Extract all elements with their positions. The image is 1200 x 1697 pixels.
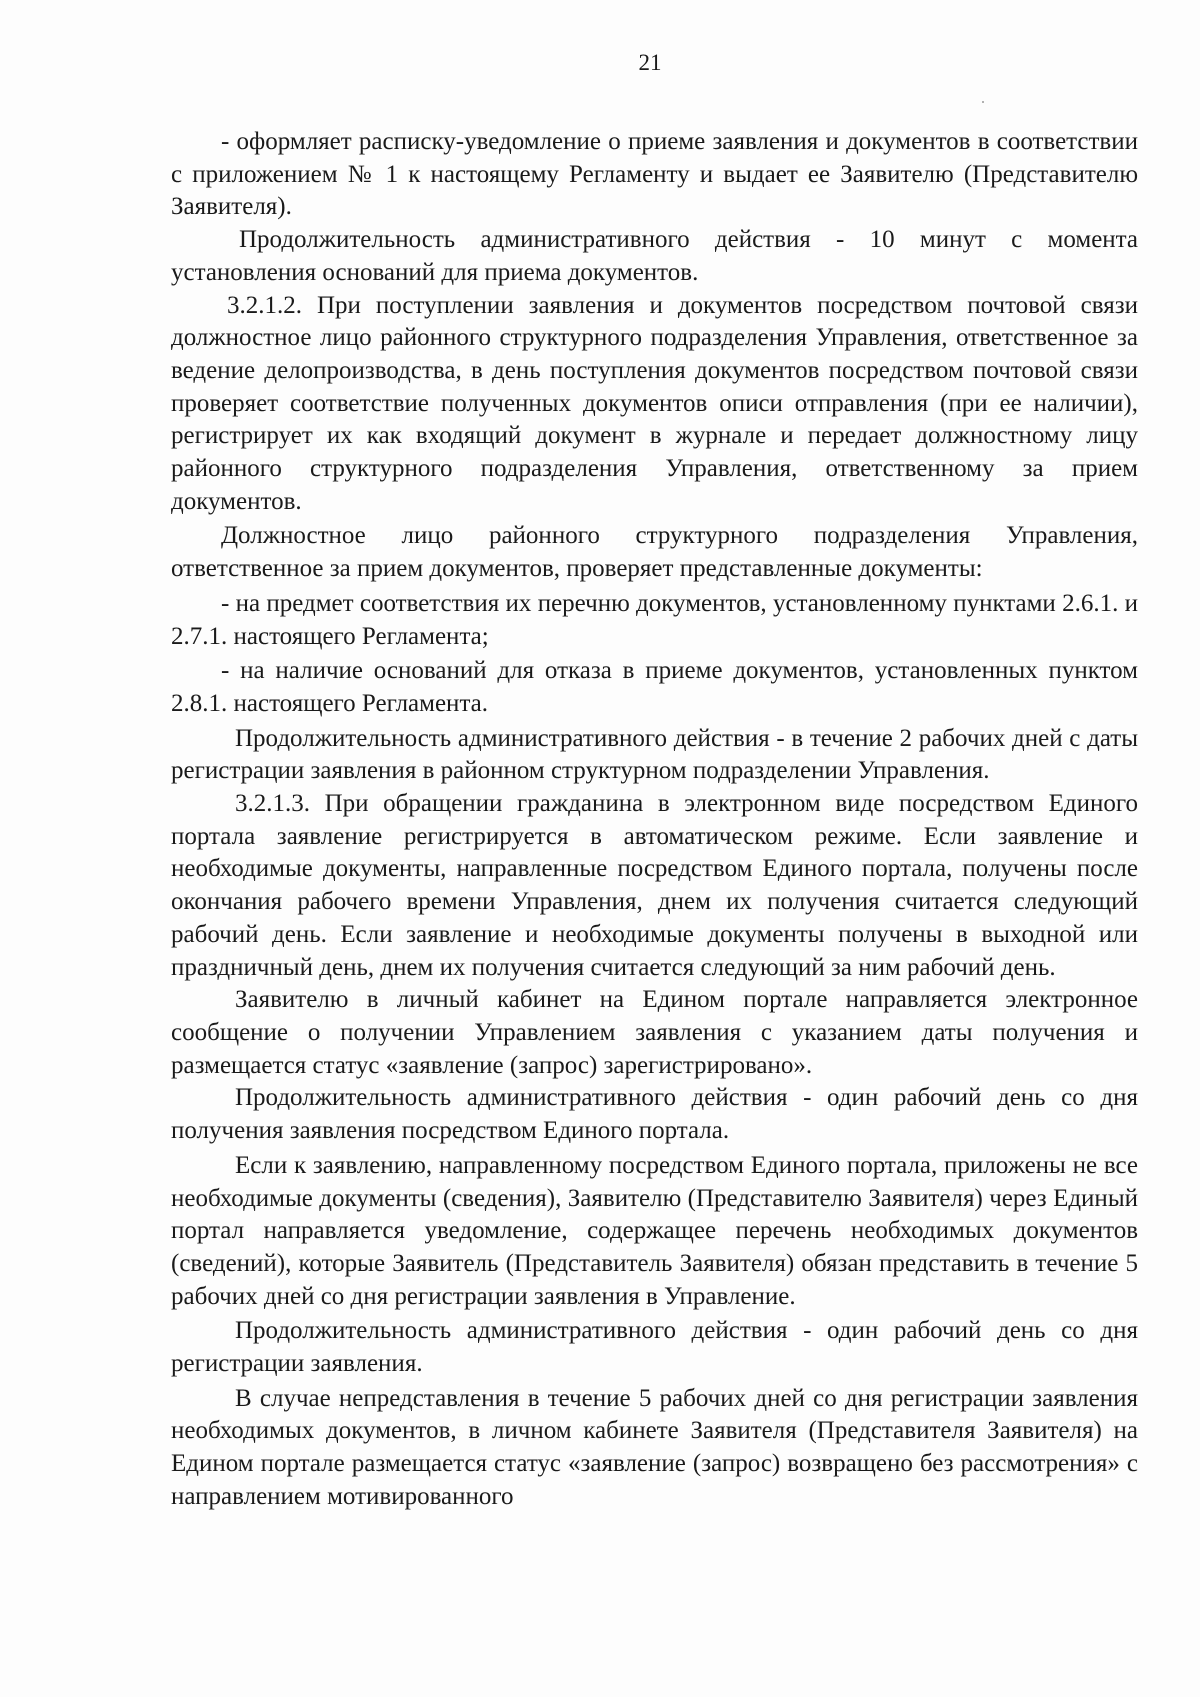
paragraph-duration-one-day-portal: Продолжительность административного действия - один рабочий день со дня получения заявления посредством Единого портала. bbox=[171, 1084, 1138, 1145]
paragraph-receipt-notice: - оформляет расписку-уведомление о приеме заявления и документов в соответствии с приложением № 1 к настоящему Регламенту и выдает ее Заявителю (Представителю Заявителя). bbox=[171, 128, 1138, 221]
paragraph-check-refusal-grounds: - на наличие оснований для отказа в приеме документов, установленных пунктом 2.8.1. настоящего Регламента. bbox=[171, 657, 1138, 717]
paragraph-check-list-compliance: - на предмет соответствия их перечню документов, установленному пунктами 2.6.1. и 2.7.1. настоящего Регламента; bbox=[171, 589, 1138, 650]
paragraph-3-2-1-2: 3.2.1.2. При поступлении заявления и документов посредством почтовой связи должностное лицо районного структурного подразделения Управления, ответственное за ведение делопроизводства, в день поступления документов посредством почтовой связи проверяет соответствие полученных документов описи отправления (при ее наличии), регистрирует их как входящий документ в журнале и передает должностному лицу районного структурного подразделения Управления, ответственному за прием документов. bbox=[171, 291, 1138, 515]
paragraph-official-checks: Должностное лицо районного структурного подразделения Управления, ответственное за прием документов, проверяет представленные документы: bbox=[171, 522, 1138, 583]
scan-speck bbox=[982, 101, 984, 103]
paragraph-non-submission: В случае непредставления в течение 5 рабочих дней со дня регистрации заявления необходимых документов, в личном кабинете Заявителя (Представителя Заявителя) на Едином портале размещается статус «заявление (запрос) возвращено без рассмотрения» с направлением мотивированного bbox=[171, 1384, 1138, 1510]
paragraph-duration-2-days: Продолжительность административного действия - в течение 2 рабочих дней с даты регистрации заявления в районном структурном подразделении Управления. bbox=[171, 724, 1138, 785]
paragraph-missing-documents: Если к заявлению, направленному посредством Единого портала, приложены не все необходимые документы (сведения), Заявителю (Представителю Заявителя) через Единый портал направляется уведомление, содержащее перечень необходимых документов (сведений), которые Заявитель (Представитель Заявителя) обязан представить в течение 5 рабочих дней со дня регистрации заявления в Управление. bbox=[171, 1151, 1138, 1310]
paragraph-personal-account-message: Заявителю в личный кабинет на Едином портале направляется электронное сообщение о получении Управлением заявления с указанием даты получения и размещается статус «заявление (запрос) зарегистрировано». bbox=[171, 986, 1138, 1079]
paragraph-duration-one-day-registration: Продолжительность административного действия - один рабочий день со дня регистрации заявления. bbox=[171, 1317, 1138, 1378]
paragraph-3-2-1-3: 3.2.1.3. При обращении гражданина в электронном виде посредством Единого портала заявление регистрируется в автоматическом режиме. Если заявление и необходимые документы, направленные посредством Единого портала, получены после окончания рабочего времени Управления, днем их получения считается следующий рабочий день. Если заявление и необходимые документы получены в выходной или праздничный день, днем их получения считается следующий за ним рабочий день. bbox=[171, 790, 1138, 981]
document-body bbox=[171, 126, 1138, 1514]
page-number: 21 bbox=[638, 50, 662, 75]
paragraph-duration-10-minutes: Продолжительность административного действия - 10 минут с момента установления оснований для приема документов. bbox=[171, 226, 1138, 286]
